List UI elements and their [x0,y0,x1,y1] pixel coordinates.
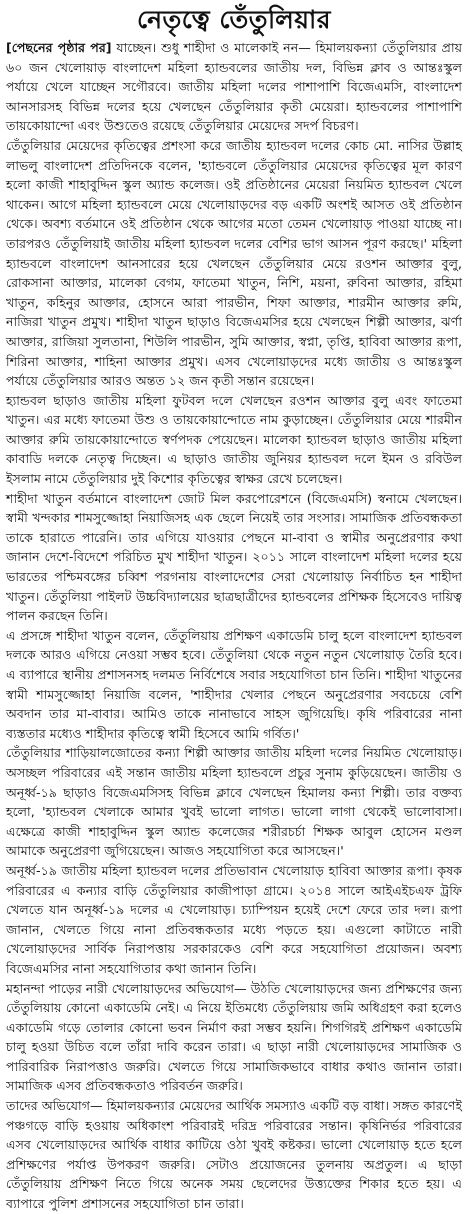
article-paragraph-3: হ্যান্ডবল ছাড়াও জাতীয় মহিলা ফুটবল দলে খেলছেন রওশন আক্তার বুলু এবং ফাতেমা খাতুন। এর মধ্যে ফাতেমা উশু ও তায়কোয়ান্দোতে নাম কুড়াচ্ছেন। তেঁতুলিয়ার মেয়ে শারমীন আক্তার রুমি তায়কোয়ান্দোতে স্বর্ণপদক পেয়েছেন। মালেকা হ্যান্ডবল ছাড়াও জাতীয় মহিলা কাবাডি দলকে নেতৃত্ব দিচ্ছেন। এ ছাড়াও জাতীয় জুনিয়র হ্যান্ডবল দলে ইমন ও রবিউল ইসলাম নামে তেঁতুলিয়ার দুই কিশোর কৃতিত্বের স্বাক্ষর রেখে চলেছেন। [6,392,462,487]
article-paragraph-5: এ প্রসঙ্গে শাহীদা খাতুন বলেন, তেঁতুলিয়ায় প্রশিক্ষণ একাডেমি চালু হলে বাংলাদেশ হ্যান্ডবল দলকে আরও এগিয়ে নেওয়া সম্ভব হবে। তেঁতুলিয়া থেকে নতুন নতুন খেলোয়াড় তৈরি হবে। এ ব্যাপারে স্থানীয় প্রশাসনসহ দলমত নির্বিশেষে সবার সহযোগিতা চান তিনি। শাহীদা খাতুনের স্বামী শামসুজ্জোহা নিয়াজি বলেন, 'শাহীদার খেলার পেছনে অনুপ্রেরণার সবচেয়ে বেশি অবদান তার মা-বাবার। আমিও তাকে নানাভাবে সাহস জুগিয়েছি। কৃষি পরিবারের নানা ব্যস্ততার মধ্যেও শাহীদার কৃতিত্বে স্বামী হিসেবে আমি গর্বিত।' [6,627,462,741]
article-paragraph-6: তেঁতুলিয়ার শাড়িয়ালজোতের কন্যা শিল্পী আক্তার জাতীয় মহিলা দলের নিয়মিত খেলোয়াড়। অসচ্ছল পরিবারের এই সন্তান জাতীয় মহিলা হ্যান্ডবলে প্রচুর সুনাম কুড়িয়েছেন। জাতীয় ও অনূর্ধ্ব-১৯ ছাড়াও বিজেএমসিসহ বিভিন্ন ক্লাবে খেলছেন হিমালয় কন্যা শিল্পী। তার বক্তব্য হলো, 'হ্যান্ডবল খেলাকে আমার খুবই ভালো লাগত। ভালো লাগা থেকেই ভালোবাসা। এক্ষেত্রে কাজী শাহাবুদ্দিন স্কুল অ্যান্ড কলেজের শরীরচর্চা শিক্ষক আবুল হোসেন মণ্ডল আমাকে অনুপ্রেরণা জুগিয়েছেন। আজও সহযোগিতা করে আসছেন।' [6,745,462,859]
article-paragraph-2: তেঁতুলিয়ার মেয়েদের কৃতিত্বের প্রশংসা করে জাতীয় হ্যান্ডবল দলের কোচ মো. নাসির উল্লাহ লাভলু বাংলাদেশ প্রতিদিনকে বলেন, 'হ্যান্ডবলে তেঁতুলিয়ার মেয়েদের কৃতিত্বের মূল কারণ হলো কাজী শাহাবুদ্দিন স্কুল অ্যান্ড কলেজ। ওই প্রতিষ্ঠানের মেয়েরা নিয়মিত হ্যান্ডবল খেলে থাকেন। আগে মহিলা হ্যান্ডবলে মেয়ে খেলোয়াড়দের বড় একটি অংশই আসত ওই প্রতিষ্ঠান থেকে। অবশ্য বর্তমানে ওই প্রতিষ্ঠান থেকে আগের মতো তেমন খেলোয়াড় পাওয়া যাচ্ছে না। তারপরও তেঁতুলিয়াই জাতীয় মহিলা হ্যান্ডবল দলের বেশির ভাগ আসন পূরণ করছে।' মহিলা হ্যান্ডবলে বাংলাদেশ আনসারের হয়ে খেলছেন তেঁতুলিয়ার মেয়ে রওশন আক্তার বুলু, রোকসানা আক্তার, মালেকা বেগম, ফাতেমা খাতুন, নিশি, ময়না, রুবিনা আক্তার, রহিমা খাতুন, কহিনুর আক্তার, হোসনে আরা পারভীন, শিফা আক্তার, শারমীন আক্তার রুমি, নাজিরা খাতুন প্রমুখ। শাহীদা খাতুন ছাড়াও বিজেএমসির হয়ে খেলছেন শিল্পী আক্তার, ঝর্ণা আক্তার, রাজিয়া সুলতানা, শিউলি পারভীন, সুমি আক্তার, স্বপ্না, তৃপ্তি, হাবিবা আক্তার রূপা, শিরিনা আক্তার, শাহিনা আক্তার প্রমুখ। এসব খেলোয়াড়দের মধ্যে জাতীয় ও আন্তঃস্কুল পর্যায়ে তেঁতুলিয়ার আরও অন্তত ১২ জন কৃতী সন্তান রয়েছেন। [6,137,462,389]
article-paragraph-8: মহানন্দা পাড়ের নারী খেলোয়াড়দের অভিযোগ— উঠতি খেলোয়াড়দের জন্য প্রশিক্ষণের জন্য তেঁতুলিয়ায় কোনো একাডেমি নেই। এ নিয়ে ইতিমধ্যে তেঁতুলিয়ায় জমি অধিগ্রহণ করা হলেও একাডেমি গড়ে তোলার কোনো ভবন নির্মাণ করা সম্ভব হয়নি। শিগগিরই প্রশিক্ষণ একাডেমি চালু হওয়া উচিত বলে তাঁরা দাবি করেন তারা। এ ছাড়া নারী খেলোয়াড়দের সামাজিক ও পারিবারিক নিরাপত্তাও জরুরি। খেলতে গিয়ে সামাজিকভাবে বাধার কথাও জানান তারা। সামাজিক এসব প্রতিবন্ধকতাও পরিবর্তন জরুরি। [6,980,462,1094]
article-body [6,38,462,1214]
continuation-label: [পেছনের পৃষ্ঠার পর] [6,40,112,55]
article-paragraph-1 [6,38,462,136]
paragraph-text: যাচ্ছেন। শুধু শাহীদা ও মালেকাই নন— হিমালয়কন্যা তেঁতুলিয়ার প্রায় ৬০ জন খেলোয়াড় বাংলাদেশ মহিলা হ্যান্ডবলের জাতীয় দল, বিভিন্ন ক্লাব ও আন্তঃস্কুল পর্যায়ে খেলে যাচ্ছেন সগৌরবে। জাতীয় মহিলা দলের পাশাপাশি বিজেএমসি, বাংলাদেশ আনসারসহ বিভিন্ন দলের হয়ে খেলছেন তেঁতুলিয়ার কৃতী মেয়েরা। হ্যান্ডবলের পাশাপাশি তায়কোয়ান্দো এবং উশুতেও রয়েছে তেঁতুলিয়ার মেয়েদের সদর্প বিচরণ। [6,40,463,134]
article-headline: নেতৃত্বে তেঁতুলিয়ার [136,5,332,34]
article-paragraph-4: শাহীদা খাতুন বর্তমানে বাংলাদেশ জোট মিল করপোরেশনে (বিজেএমসি) স্বনামে খেলছেন। স্বামী খন্দকার শামসুজ্জোহা নিয়াজিসহ এক ছেলে নিয়েই তার সংসার। সামাজিক প্রতিবন্ধকতা তাকে হারাতে পারেনি। তার এগিয়ে যাওয়ার পেছনে মা-বাবা ও স্বামীর অনুপ্রেরণার কথা জানান দেশে-বিদেশে পরিচিত মুখ শাহীদা খাতুন। ২০১১ সালে বাংলাদেশ মহিলা দলের হয়ে ভারতের পশ্চিমবঙ্গের চব্বিশ পরগনায় বাংলাদেশের সেরা খেলোয়াড় নির্বাচিত হন শাহীদা খাতুন। তেঁতুলিয়া পাইলট উচ্চবিদ্যালয়ের ছাত্রছাত্রীদের হ্যান্ডবলের প্রশিক্ষক হিসেবেও দায়িত্ব পালন করছেন তিনি। [6,490,462,624]
article-paragraph-7: অনূর্ধ্ব-১৯ জাতীয় মহিলা হ্যান্ডবল দলের প্রতিভাবান খেলোয়াড় হাবিবা আক্তার রূপা। কৃষক পরিবারের এ কন্যার বাড়ি তেঁতুলিয়ার কাজীপাড়া গ্রামে। ২০১৪ সালে আইএইচএফ ট্রফি খেলতে যান অনূর্ধ্ব-১৯ দলের এ খেলোয়াড়। চ্যাম্পিয়ন হয়েই দেশে ফেরে তার দল। রূপা জানান, খেলতে গিয়ে নানা প্রতিবন্ধকতার মধ্যে পড়তে হয়। এগুলো কাটাতে নারী খেলোয়াড়দের সার্বিক নিরাপত্তায় সরকারকেও বেশি করে সহযোগিতা প্রয়োজন। অবশ্য বিজেএমসির নানা সহযোগিতার কথা জানান তিনি। [6,862,462,976]
article-paragraph-9: তাদের অভিযোগ— হিমালয়কন্যার মেয়েদের আর্থিক সমস্যাও একটি বড় বাধা। সঙ্গত কারণেই পঞ্চগড়ে বাড়ি হওয়ায় অধিকাংশ পরিবারই দরিদ্র পরিবারের সন্তান। কৃষিনির্ভর পরিবারের এসব খেলোয়াড়দের আর্থিক বাধার কাটিয়ে ওঠা খুবই কষ্টকর। ভালো খেলোয়াড় হতে হলে প্রশিক্ষণের পর্যাপ্ত উপকরণ জরুরি। সেটাও প্রয়োজনের তুলনায় অপ্রতুল। এ ছাড়া তেঁতুলিয়ায় প্রশিক্ষণ নিতে গিয়ে অনেক সময় ছেলেদের উত্ত্যক্তের শিকার হতে হয়। এ ব্যাপারে পুলিশ প্রশাসনের সহযোগিতা চান তারা। [6,1098,462,1212]
